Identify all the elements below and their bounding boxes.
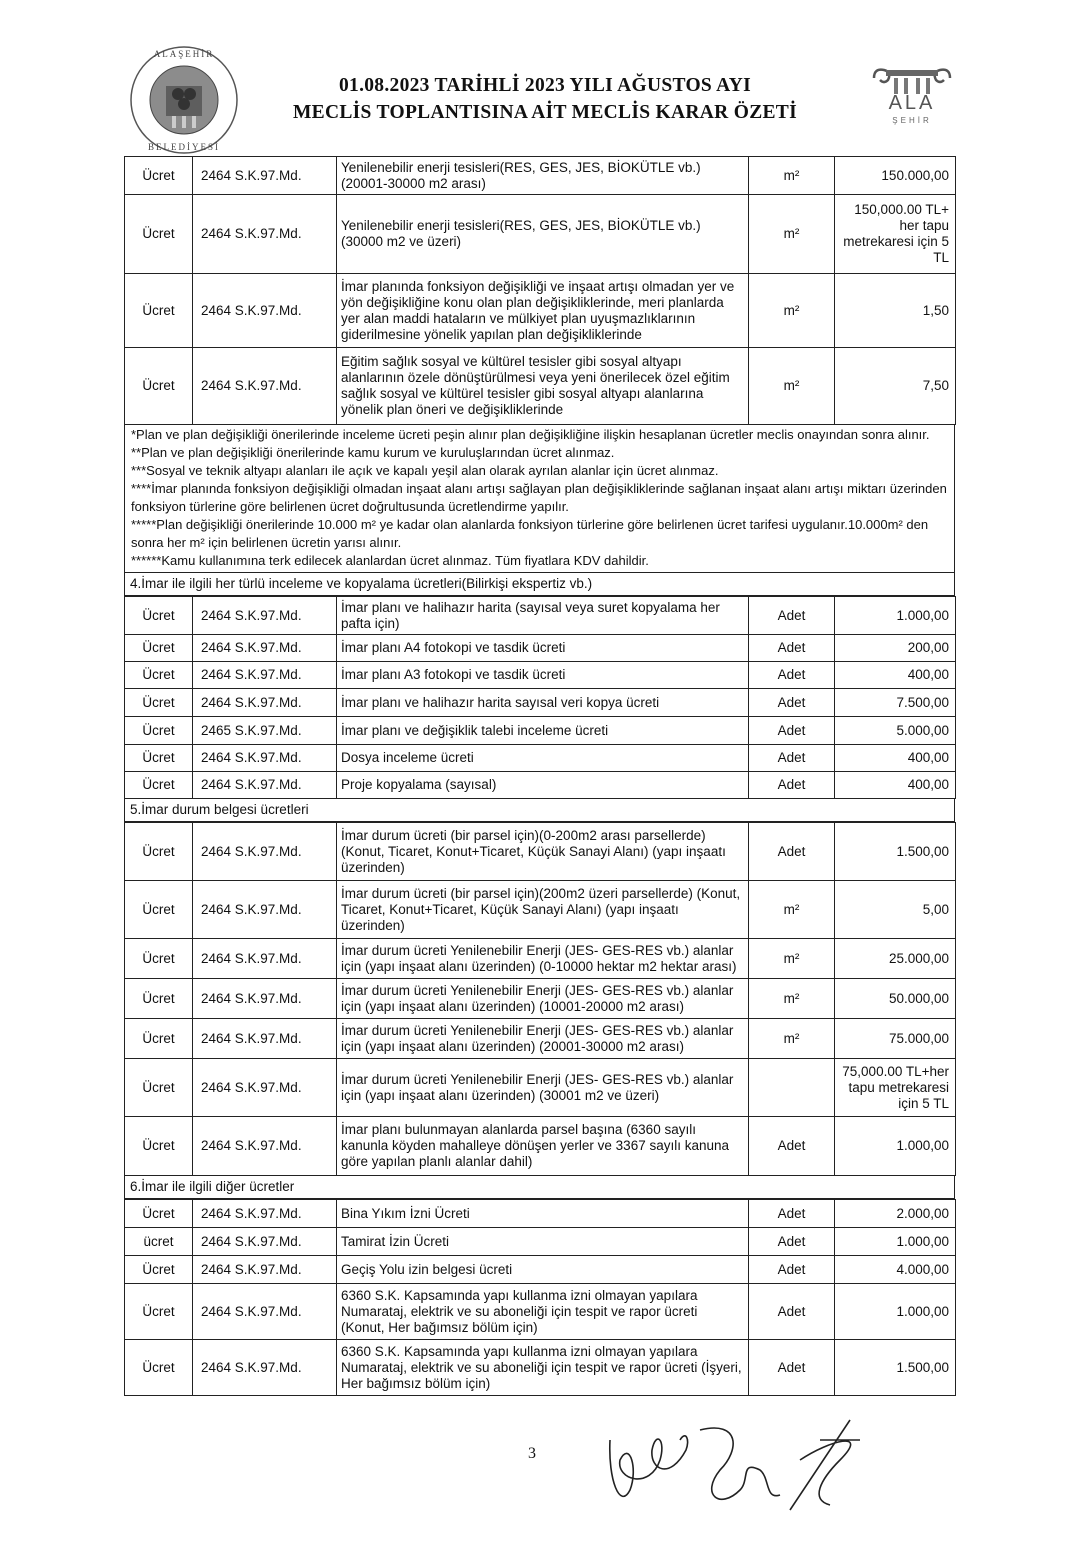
unit-cell: m² (749, 881, 835, 939)
table-row (125, 1256, 956, 1284)
law-reference-cell: 2464 S.K.97.Md. (193, 1117, 337, 1176)
unit-cell: m² (749, 157, 835, 195)
table-row (125, 689, 956, 717)
amount-cell: 1.500,00 (835, 1340, 956, 1396)
table-row (125, 745, 956, 772)
law-reference-cell: 2464 S.K.97.Md. (193, 195, 337, 274)
fee-type-cell: Ücret (125, 597, 193, 635)
description-cell: Bina Yıkım İzni Ücreti (337, 1200, 749, 1228)
description-cell: Proje kopyalama (sayısal) (337, 772, 749, 799)
fee-document (124, 156, 955, 1396)
description-cell: Yenilenebilir enerji tesisleri(RES, GES, JES, BİOKÜTLE vb.) (20001-30000 m2 arası) (337, 157, 749, 195)
amount-cell: 1.000,00 (835, 1117, 956, 1176)
fee-type-cell: Ücret (125, 635, 193, 662)
unit-cell (749, 1059, 835, 1117)
law-reference-cell: 2464 S.K.97.Md. (193, 597, 337, 635)
svg-text:BELEDİYESİ: BELEDİYESİ (148, 142, 220, 152)
note-line: ******Kamu kullanımına terk edilecek alanlardan ücret alınmaz. Tüm fiyatlara KDV dahildir. (131, 553, 649, 568)
unit-cell: m² (749, 1019, 835, 1059)
fee-type-cell: Ücret (125, 1284, 193, 1340)
table-row (125, 1059, 956, 1117)
law-reference-cell: 2464 S.K.97.Md. (193, 1019, 337, 1059)
fee-table-section-5 (124, 822, 956, 1176)
description-cell: İmar planı A4 fotokopi ve tasdik ücreti (337, 635, 749, 662)
law-reference-cell: 2464 S.K.97.Md. (193, 979, 337, 1019)
fee-type-cell: Ücret (125, 1256, 193, 1284)
description-cell: İmar durum ücreti (bir parsel için)(200m2 üzeri parsellerde) (Konut, Ticaret, Konut+Ticaret, Küçük Sanayi Alanı) (yapı inşaatı üzerinden) (337, 881, 749, 939)
table-row (125, 662, 956, 689)
table-row (125, 274, 956, 348)
unit-cell: Adet (749, 745, 835, 772)
amount-cell: 7.500,00 (835, 689, 956, 717)
amount-cell: 1.000,00 (835, 1228, 956, 1256)
amount-cell: 1.000,00 (835, 597, 956, 635)
table-row (125, 939, 956, 979)
table-row (125, 157, 956, 195)
unit-cell: Adet (749, 1200, 835, 1228)
table-row (125, 1340, 956, 1396)
fee-type-cell: Ücret (125, 979, 193, 1019)
right-logo-text: ALA (888, 92, 936, 114)
law-reference-cell: 2464 S.K.97.Md. (193, 635, 337, 662)
fee-table-top (124, 156, 956, 425)
table-row (125, 717, 956, 745)
amount-cell: 5.000,00 (835, 717, 956, 745)
unit-cell: Adet (749, 689, 835, 717)
amount-cell: 150,000.00 TL+ her tapu metrekaresi için 5 TL (835, 195, 956, 274)
unit-cell: m² (749, 348, 835, 425)
section-6-title: 6.İmar ile ilgili diğer ücretler (124, 1176, 955, 1199)
table-row (125, 772, 956, 799)
title-line-1: 01.08.2023 TARİHLİ 2023 YILI AĞUSTOS AYI (338, 75, 752, 96)
amount-cell: 400,00 (835, 662, 956, 689)
unit-cell: Adet (749, 1340, 835, 1396)
unit-cell: Adet (749, 1284, 835, 1340)
handwritten-signatures (590, 1400, 880, 1530)
amount-cell: 1.500,00 (835, 823, 956, 881)
description-cell: İmar planı ve halihazır harita (sayısal veya suret kopyalama her pafta için) (337, 597, 749, 635)
alasehir-column-logo (870, 66, 954, 132)
law-reference-cell: 2464 S.K.97.Md. (193, 745, 337, 772)
note-line: *Plan ve plan değişikliği önerilerinde inceleme ücreti peşin alınır plan değişikliğine ilişkin hesaplanan ücretler meclis onayından sonra alınır. (131, 427, 930, 442)
unit-cell: Adet (749, 1256, 835, 1284)
description-cell: İmar durum ücreti Yenilenebilir Enerji (JES- GES-RES vb.) alanlar için (yapı inşaat alanı üzerinden) (30001 m2 ve üzeri) (337, 1059, 749, 1117)
table-row (125, 195, 956, 274)
fee-type-cell: Ücret (125, 662, 193, 689)
unit-cell: Adet (749, 717, 835, 745)
note-line: *****Plan değişikliği önerilerinde 10.000 m² ye kadar olan alanlarda fonksiyon türlerine göre belirlenen ücret tarifesi uygulanır.10.000m² den sonra her m² için belirlenen ücretin yarısı alınır. (131, 517, 929, 550)
law-reference-cell: 2464 S.K.97.Md. (193, 274, 337, 348)
description-cell: 6360 S.K. Kapsamında yapı kullanma izni olmayan yapılara Numarataj, elektrik ve su aboneliği için tespit ve rapor ücreti (İşyeri, Her bağımsız bölüm için) (337, 1340, 749, 1396)
table-row (125, 1228, 956, 1256)
amount-cell: 200,00 (835, 635, 956, 662)
unit-cell: Adet (749, 772, 835, 799)
law-reference-cell: 2464 S.K.97.Md. (193, 1059, 337, 1117)
description-cell: İmar planı bulunmayan alanlarda parsel başına (6360 sayılı kanunla köyden mahalleye dönüşen yerler ve 3367 sayılı kanuna göre yapılan planlı alanlar dahil) (337, 1117, 749, 1176)
law-reference-cell: 2464 S.K.97.Md. (193, 1200, 337, 1228)
description-cell: İmar durum ücreti Yenilenebilir Enerji (JES- GES-RES vb.) alanlar için (yapı inşaat alanı üzerinden) (20001-30000 m2 arası) (337, 1019, 749, 1059)
law-reference-cell: 2464 S.K.97.Md. (193, 881, 337, 939)
fee-type-cell: ücret (125, 1228, 193, 1256)
fee-type-cell: Ücret (125, 1059, 193, 1117)
note-line: ****İmar planında fonksiyon değişikliği olmadan inşaat alanı artışı sağlayan plan değişikliklerinde sağlanan inşaat alanı artışı miktarı üzerinden fonksiyon türlerine göre belirlenen ücret doğrultusunda ücretlendirme yapılır. (131, 481, 947, 514)
unit-cell: Adet (749, 1228, 835, 1256)
description-cell: Geçiş Yolu izin belgesi ücreti (337, 1256, 749, 1284)
law-reference-cell: 2464 S.K.97.Md. (193, 348, 337, 425)
table-row (125, 881, 956, 939)
amount-cell: 400,00 (835, 745, 956, 772)
right-logo-subtext: ŞEHİR (892, 116, 932, 125)
amount-cell: 7,50 (835, 348, 956, 425)
description-cell: İmar planında fonksiyon değişikliği ve inşaat artışı olmadan yer ve yön değişikliğine konu olan plan değişikliklerinde, meri planlarda yer alan maddi hataların ve mülkiyet plan uyuşmazlıklarının giderilmesine yönelik yapılan plan değişikliklerinde (337, 274, 749, 348)
amount-cell: 75.000,00 (835, 1019, 956, 1059)
fee-table-section-4 (124, 596, 956, 799)
unit-cell: Adet (749, 823, 835, 881)
fee-type-cell: Ücret (125, 157, 193, 195)
fee-type-cell: Ücret (125, 689, 193, 717)
fee-type-cell: Ücret (125, 348, 193, 425)
description-cell: İmar durum ücreti (bir parsel için)(0-200m2 arası parsellerde) (Konut, Ticaret, Konut+Ticaret, Küçük Sanayi Alanı) (yapı inşaatı üzerinden) (337, 823, 749, 881)
svg-text:ALAŞEHİR: ALAŞEHİR (153, 49, 215, 59)
fee-type-cell: Ücret (125, 1117, 193, 1176)
table-row (125, 979, 956, 1019)
amount-cell: 75,000.00 TL+her tapu metrekaresi için 5 TL (835, 1059, 956, 1117)
fee-type-cell: Ücret (125, 823, 193, 881)
law-reference-cell: 2464 S.K.97.Md. (193, 1340, 337, 1396)
unit-cell: m² (749, 195, 835, 274)
unit-cell: Adet (749, 597, 835, 635)
title-line-2: MECLİS TOPLANTISINA AİT MECLİS KARAR ÖZETİ (292, 102, 798, 123)
law-reference-cell: 2464 S.K.97.Md. (193, 823, 337, 881)
amount-cell: 25.000,00 (835, 939, 956, 979)
amount-cell: 1,50 (835, 274, 956, 348)
table-row (125, 1200, 956, 1228)
description-cell: Yenilenebilir enerji tesisleri(RES, GES, JES, BİOKÜTLE vb.) (30000 m2 ve üzeri) (337, 195, 749, 274)
law-reference-cell: 2464 S.K.97.Md. (193, 662, 337, 689)
fee-type-cell: Ücret (125, 1200, 193, 1228)
fee-type-cell: Ücret (125, 745, 193, 772)
description-cell: İmar durum ücreti Yenilenebilir Enerji (JES- GES-RES vb.) alanlar için (yapı inşaat alanı üzerinden) (0-10000 hektar m2 hektar arası) (337, 939, 749, 979)
description-cell: Eğitim sağlık sosyal ve kültürel tesisler gibi sosyal altyapı alanlarının özele dönüştürülmesi veya yeni önerilecek özel eğitim sağlık sosyal ve kültürel tesisler gibi sosyal altyapı alanlarına yönelik plan öneri ve değişikliklerinde (337, 348, 749, 425)
amount-cell: 4.000,00 (835, 1256, 956, 1284)
table-row (125, 1117, 956, 1176)
fee-type-cell: Ücret (125, 274, 193, 348)
amount-cell: 1.000,00 (835, 1284, 956, 1340)
unit-cell: Adet (749, 662, 835, 689)
description-cell: İmar planı ve halihazır harita sayısal veri kopya ücreti (337, 689, 749, 717)
law-reference-cell: 2464 S.K.97.Md. (193, 689, 337, 717)
table-row (125, 1284, 956, 1340)
notes-block (124, 425, 955, 572)
fee-type-cell: Ücret (125, 195, 193, 274)
fee-type-cell: Ücret (125, 881, 193, 939)
fee-type-cell: Ücret (125, 772, 193, 799)
law-reference-cell: 2464 S.K.97.Md. (193, 772, 337, 799)
table-row (125, 1019, 956, 1059)
unit-cell: Adet (749, 1117, 835, 1176)
amount-cell: 50.000,00 (835, 979, 956, 1019)
amount-cell: 150.000,00 (835, 157, 956, 195)
description-cell: Dosya inceleme ücreti (337, 745, 749, 772)
note-line: **Plan ve plan değişikliği önerilerinde kamu kurum ve kuruluşlarından ücret alınmaz. (131, 445, 615, 460)
fee-type-cell: Ücret (125, 1019, 193, 1059)
law-reference-cell: 2464 S.K.97.Md. (193, 1256, 337, 1284)
table-row (125, 348, 956, 425)
section-4-title: 4.İmar ile ilgili her türlü inceleme ve kopyalama ücretleri(Bilirkişi ekspertiz vb.) (124, 572, 955, 596)
fee-type-cell: Ücret (125, 1340, 193, 1396)
unit-cell: m² (749, 939, 835, 979)
unit-cell: m² (749, 979, 835, 1019)
table-row (125, 597, 956, 635)
fee-table-section-6 (124, 1199, 956, 1396)
description-cell: İmar planı ve değişiklik talebi inceleme ücreti (337, 717, 749, 745)
law-reference-cell: 2464 S.K.97.Md. (193, 157, 337, 195)
law-reference-cell: 2464 S.K.97.Md. (193, 939, 337, 979)
description-cell: Tamirat İzin Ücreti (337, 1228, 749, 1256)
note-line: ***Sosyal ve teknik altyapı alanları ile açık ve kapalı yeşil alan olarak ayrılan alanlar için ücret alınmaz. (131, 463, 719, 478)
description-cell: İmar planı A3 fotokopi ve tasdik ücreti (337, 662, 749, 689)
amount-cell: 5,00 (835, 881, 956, 939)
law-reference-cell: 2465 S.K.97.Md. (193, 717, 337, 745)
document-title (220, 72, 870, 126)
page-header (0, 0, 1089, 160)
description-cell: İmar durum ücreti Yenilenebilir Enerji (JES- GES-RES vb.) alanlar için (yapı inşaat alanı üzerinden) (10001-20000 m2 arası) (337, 979, 749, 1019)
table-row (125, 823, 956, 881)
page-number: 3 (528, 1445, 536, 1462)
law-reference-cell: 2464 S.K.97.Md. (193, 1228, 337, 1256)
description-cell: 6360 S.K. Kapsamında yapı kullanma izni olmayan yapılara Numarataj, elektrik ve su aboneliği için tespit ve rapor ücreti (Konut, Her bağımsız bölüm için) (337, 1284, 749, 1340)
table-row (125, 635, 956, 662)
fee-type-cell: Ücret (125, 717, 193, 745)
section-5-title: 5.İmar durum belgesi ücretleri (124, 799, 955, 822)
amount-cell: 400,00 (835, 772, 956, 799)
unit-cell: m² (749, 274, 835, 348)
amount-cell: 2.000,00 (835, 1200, 956, 1228)
unit-cell: Adet (749, 635, 835, 662)
fee-type-cell: Ücret (125, 939, 193, 979)
law-reference-cell: 2464 S.K.97.Md. (193, 1284, 337, 1340)
